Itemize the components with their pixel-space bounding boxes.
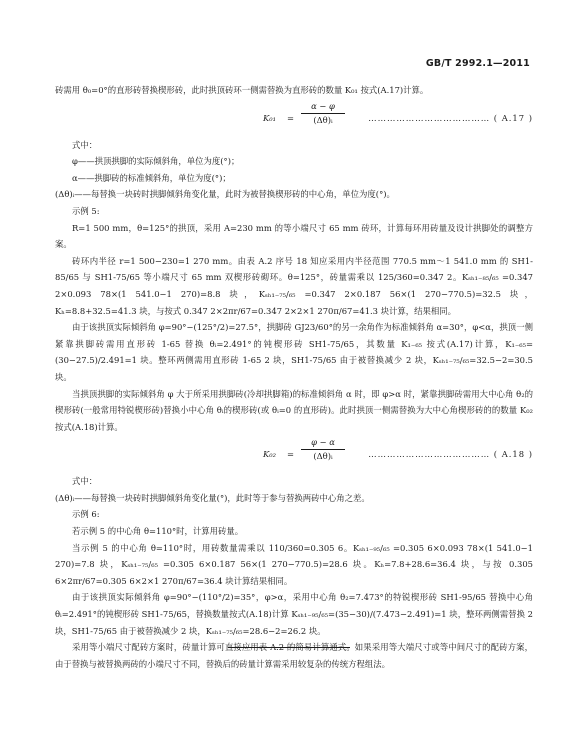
example-6-statement: 若示例 5 的中心角 θ=110°时，计算用砖量。 <box>72 526 244 537</box>
definition-delta-theta: (Δθ)ᵢ——每替换一块砖时拱脚倾斜角变化量，此时为被替换楔形砖的中心角，单位为度(°)。 <box>55 189 395 200</box>
example-5-statement: R=1 500 mm，θ=125°的拱顶，采用 A=230 mm 的等小端尺寸 65 mm 砖环，计算每环用砖量及设计拱脚处的调整方案。 <box>55 222 533 250</box>
example-6-heading: 示例 6: <box>72 509 100 520</box>
end-rule <box>228 647 350 648</box>
paragraph-closing: 采用等小端尺寸配砖方案时，砖量计算可直接应用表 A.2 的简易计算通式。如果采用等大端尺寸或等中间尺寸的配砖方案，由于替换与被替换两砖的小端尺寸不同，替换后的砖量计算需采用较复杂的传统方程组法。 <box>55 642 533 669</box>
equation-lhs: K₀₂ <box>263 449 276 460</box>
equation-fraction <box>301 101 345 126</box>
where-label: 式中： <box>72 139 98 150</box>
where-label: 式中： <box>72 476 98 487</box>
paragraph-phi-greater: 当拱顶拱脚的实际倾斜角 φ 大于所采用拱脚砖(冷却拱脚箱)的标准倾斜角 α 时，即 φ>α 时，紧靠拱脚砖需用大中心角 θ₂的楔形砖(一般常用特锐楔形砖)替换小中心角 θᵢ的楔形砖(或 θᵢ=0 的直形砖)。此时拱顶一侧需替换为大中心角楔形砖的的数量 K₀₂ 按式(A.18)计算。 <box>55 388 533 432</box>
example-5-heading: 示例 5: <box>72 205 100 216</box>
paragraph-intro: 砖需用 θ₀=0°的直形砖替换楔形砖，此时拱顶砖环一侧需替换为直形砖的数量 K₀₁ 按式(A.17)计算。 <box>55 85 429 95</box>
standard-number: GB/T 2992.1—2011 <box>425 58 530 69</box>
equals-sign: = <box>287 112 295 123</box>
example-6-calculation: 当示例 5 的中心角 θ=110°时，用砖数量需乘以 110/360=0.305 6。Kₛₕ₁₋₉₅/₆₅ =0.305 6×0.093 78×(1 541.0−1 270)=7.8 块，Kₛₕ₁₋₇₅/₆₅ =0.305 6×0.187 56×(1 270−770.5)=28.6 块。Kₕ=7.8+28.6=36.4 块，与按 0.305 6×2πr/67=0.305 6×2×1 270π/67=36.4 块计算结果相同。 <box>55 542 533 586</box>
equation-a17 <box>55 101 533 131</box>
equation-lhs: K₀₁ <box>263 112 276 123</box>
equation-a18 <box>55 437 533 467</box>
example-5-adjustment: 由于该拱顶实际倾斜角 φ=90°−(125°/2)=27.5°，拱脚砖 GJ23/60°的另一余角作为标准倾斜角 α=30°，φ<α，拱顶一侧紧靠拱脚砖需用直形砖 1-65 替换 θᵢ=2.491°的钝楔形砖 SH1-75/65，其数量 K₁₋₆₅ 按式(A.17)计算，K₁₋₆₅=(30−27.5)/2.491=1 块。整环两侧需用直形砖 1-65 2 块，SH1-75/65 由于被替换减少 2 块，Kₛₕ₁₋₇₅/₆₅=32.5−2=30.5 块。 <box>55 322 533 382</box>
fraction-numerator: φ − α <box>301 437 345 450</box>
fraction-numerator: α − φ <box>301 101 345 114</box>
definition-alpha: α——拱脚砖的标准倾斜角，单位为度(°)； <box>72 172 231 183</box>
example-6-adjustment: 由于该拱顶实际倾斜角 φ=90°−(110°/2)=35°，φ>α，采用中心角 θ₂=7.473°的特锐楔形砖 SH1-95/65 替换中心角 θᵢ=2.491°的钝楔形砖 SH1-75/65，替换数量按式(A.18)计算 Kₛₕ₁₋₉₅/₆₅=(35−30)/(7.473−2.491)=1 块，整环两侧需替换 2 块，SH1-75/65 由于被替换减少 2 块，Kₛₕ₁₋₇₅/₆₅=28.6−2=26.2 块。 <box>55 592 533 636</box>
definition-delta-theta-2: (Δθ)ᵢ——每替换一块砖时拱脚倾斜角变化量(°)，此时等于参与替换两砖中心角之差。 <box>55 492 370 503</box>
document-body <box>55 82 533 672</box>
equals-sign: = <box>287 449 295 460</box>
definition-phi: φ——拱顶拱脚的实际倾斜角，单位为度(°)； <box>72 156 240 167</box>
equation-number: ………………………………… ( A.17 ) <box>368 112 533 123</box>
equation-fraction <box>301 437 345 462</box>
fraction-denominator: (Δθ)ᵢ <box>313 114 333 125</box>
equation-number: ………………………………… ( A.18 ) <box>368 449 533 460</box>
example-5-calculation: 砖环内半径 r=1 500−230=1 270 mm。由表 A.2 序号 18 知应采用内半径范围 770.5 mm～1 541.0 mm 的 SH1-85/65 与 SH1-75/65 等小端尺寸 65 mm 双楔形砖砌环。θ=125°，砖量需乘以 125/360=0.347 2。Kₛₕ₁₋₈₅/₆₅ =0.347 2×0.093 78×(1 541.0−1 270)=8.8 块，Kₛₕ₁₋₇₅/₆₅ =0.347 2×0.187 56×(1 270−770.5)=32.5 块，Kₕ=8.8+32.5=41.3 块，与按式 0.347 2×2πr/67=0.347 2×2×1 270π/67=41.3 块计算，结果相同。 <box>55 255 533 316</box>
fraction-denominator: (Δθ)ᵢ <box>313 451 333 462</box>
